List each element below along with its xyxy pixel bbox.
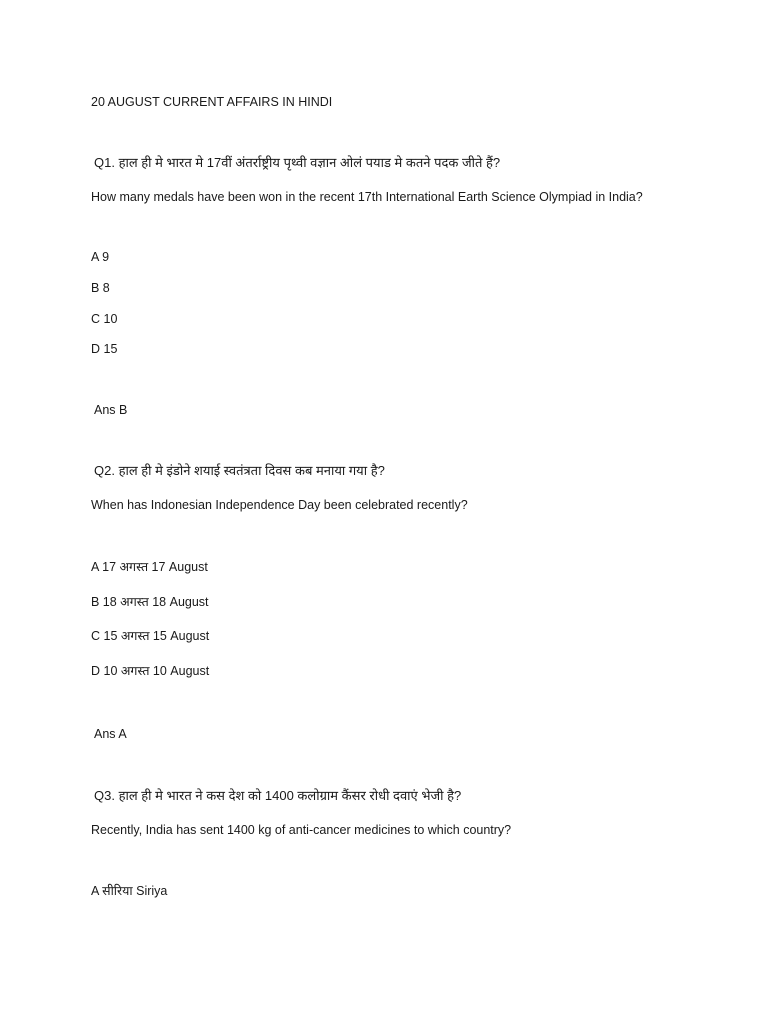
question-3-hindi: Q3. हाल ही मे भारत ने कस देश को 1400 कलोग्राम कैंसर रोधी दवाएं भेजी है?	[94, 788, 462, 803]
question-1-option-d: D 15	[91, 342, 118, 356]
question-2-option-b: B 18 अगस्त 18 August	[91, 595, 209, 609]
question-1-hindi: Q1. हाल ही मे भारत मे 17वीं अंतर्राष्ट्रीय पृथ्वी वज्ञान ओलं पयाड मे कतने पदक जीते हैं?	[94, 155, 501, 170]
question-1-option-c: C 10	[91, 312, 118, 326]
question-2-english: When has Indonesian Independence Day been celebrated recently?	[91, 498, 468, 512]
question-3-english: Recently, India has sent 1400 kg of anti-cancer medicines to which country?	[91, 823, 512, 837]
question-2-hindi: Q2. हाल ही मे इंडोने शयाई स्वतंत्रता दिवस कब मनाया गया है?	[94, 463, 385, 478]
question-2-option-c: C 15 अगस्त 15 August	[91, 629, 210, 643]
question-1-option-b: B 8	[91, 281, 110, 295]
question-1-answer: Ans B	[94, 403, 128, 417]
document-title: 20 AUGUST CURRENT AFFAIRS IN HINDI	[91, 95, 333, 109]
question-1-english: How many medals have been won in the recent 17th International Earth Science Olympiad in India?	[91, 190, 643, 204]
question-2-answer: Ans A	[94, 727, 127, 741]
question-3-option-a: A सीरिया Siriya	[91, 884, 168, 898]
question-1-option-a: A 9	[91, 250, 110, 264]
question-2-option-a: A 17 अगस्त 17 August	[91, 560, 208, 574]
question-2-option-d: D 10 अगस्त 10 August	[91, 664, 210, 678]
